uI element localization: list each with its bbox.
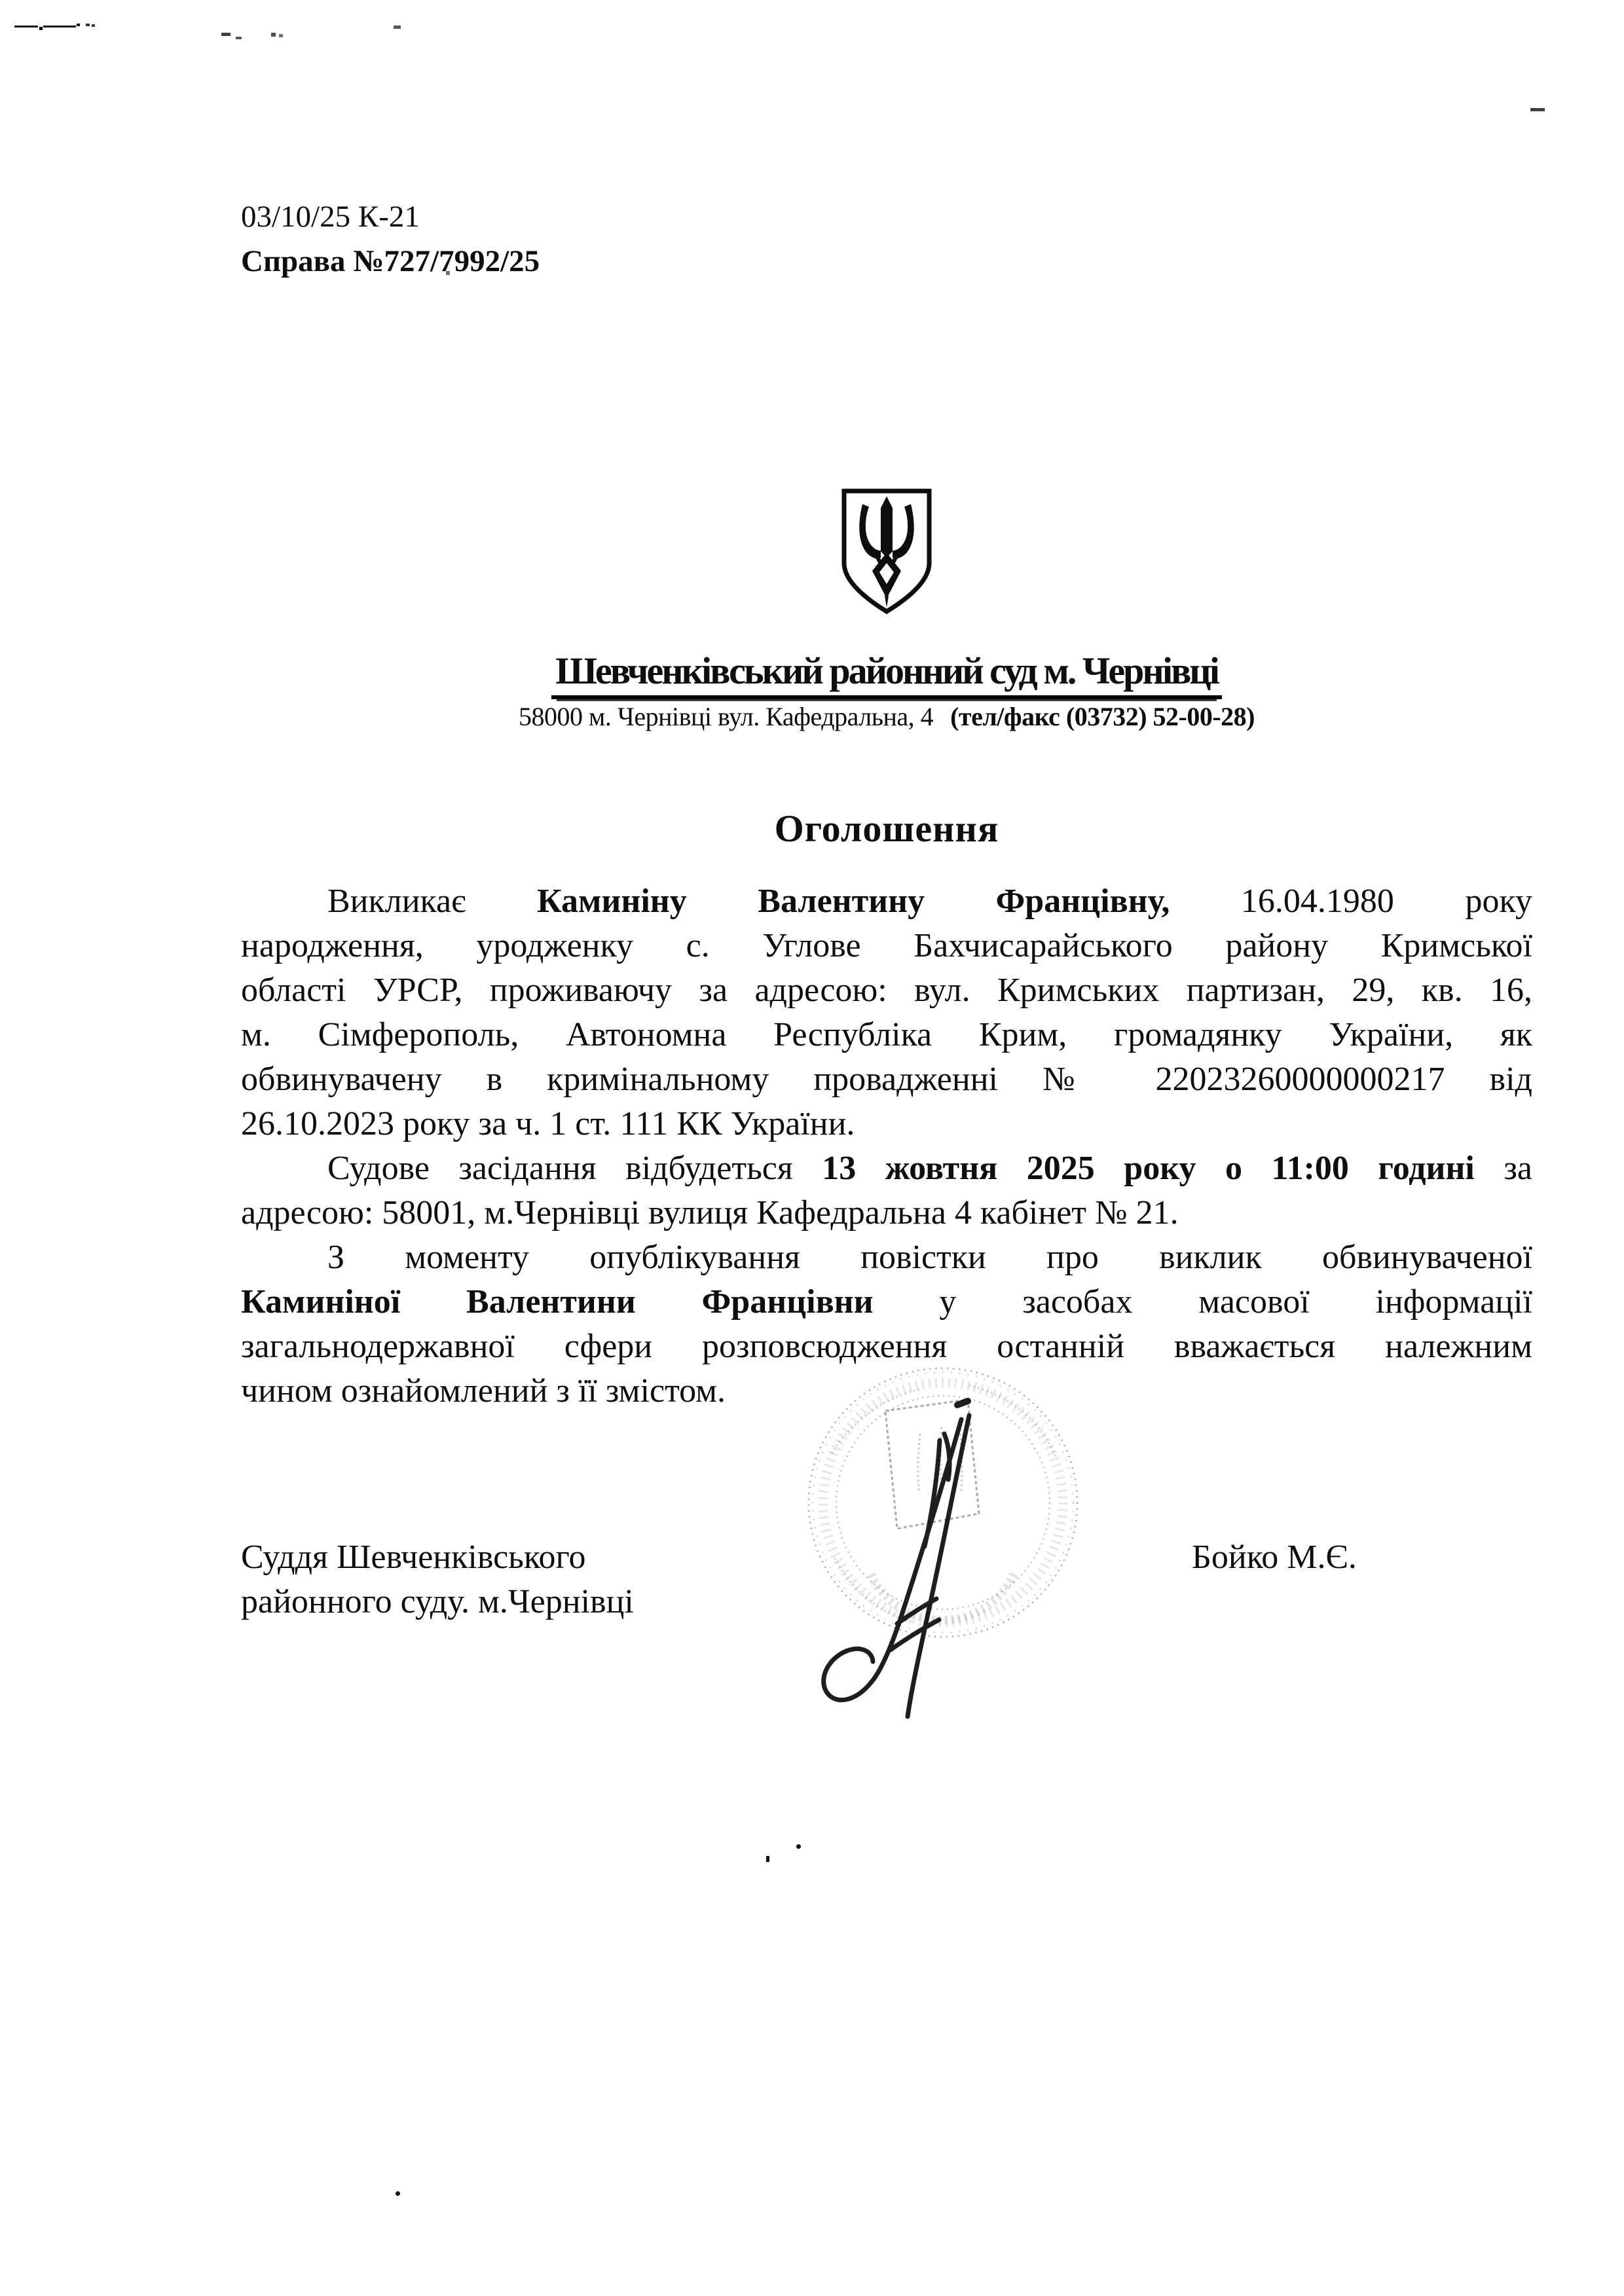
court-address: 58000 м. Чернівці вул. Кафедральна, 4 [519,702,934,731]
reference-mark: 03/10/25 К-21 [241,200,420,234]
paragraph1-line3: області УРСР, проживаючу за адресою: вул. Кримських партизан, 29, кв. 16, [241,972,1532,1009]
judge-position-line1: Суддя Шевченківського [241,1539,586,1576]
scan-artifact [14,26,38,27]
judge-position-block [241,1535,634,1624]
announcement-body [241,879,1532,1413]
case-reference-block [241,194,540,283]
court-phone: (тел/факс (03732) 52-00-28) [950,702,1255,731]
paragraph1-line5: обвинувачену в кримінальному провадженні № 22023260000000217 від [241,1061,1532,1098]
p3-l2-defendant-name: Каминіної Валентини Францівни [241,1283,874,1321]
scan-artifact [796,1844,801,1849]
court-seal-stamp [773,1342,1126,1735]
judge-position-line2: районного суду. м.Чернівці [241,1583,634,1620]
p2-l1-pre: Судове засідання відбудеться [327,1150,822,1187]
p3-l2-post: у засобах масової інформації [873,1283,1532,1321]
p1-l1-post: 16.04.1980 року [1170,883,1532,920]
paragraph1-line4: м. Сімферополь, Автономна Республіка Крим, громадянку України, як [241,1016,1532,1053]
judge-name: Бойко М.Є. [1192,1539,1357,1576]
scan-artifact [271,33,276,37]
scan-artifact [236,37,242,39]
scan-artifact [92,24,95,27]
paragraph1-line2: народження, уродженку с. Углове Бахчисарайського району Кримської [241,927,1532,964]
court-name-row [241,650,1532,699]
scan-artifact [221,33,231,36]
paragraph3-line1: З моменту опублікування повістки про виклик обвинуваченої [327,1239,1532,1276]
scan-artifact [43,26,76,27]
scan-artifact [77,24,80,26]
paragraph3-line3: загальнодержавної сфери розповсюдження останній вважається належним [241,1328,1532,1365]
round-seal-icon [809,1368,1077,1637]
scan-artifact [766,1856,769,1862]
p2-l1-hearing-datetime: 13 жовтня 2025 року о 11:00 годині [822,1150,1475,1187]
scan-artifact [1530,108,1545,111]
paragraph2-line2: адресою: 58001, м.Чернівці вулиця Кафедральна 4 кабінет № 21. [241,1194,1179,1231]
court-header [241,650,1532,733]
scan-artifact [394,26,401,29]
case-number: Справа №727/7992/25 [241,244,540,278]
paragraph1-line1 [241,879,1532,924]
judge-signature [824,1401,969,1717]
scan-artifact [86,24,90,26]
scan-artifact [39,27,43,30]
paragraph3-line2 [241,1280,1532,1324]
paragraph3-line4: чином ознайомлений з її змістом. [241,1372,726,1410]
scan-artifact [279,34,283,37]
document-title: Оголошення [774,807,999,850]
court-name: Шевченківський районний суд м. Чернівці [551,650,1222,699]
court-address-row [241,701,1532,733]
p2-l1-post: за [1474,1150,1533,1187]
p1-l1-defendant-name: Каминіну Валентину Францівну, [536,883,1170,920]
ukraine-coat-of-arms-icon [838,486,936,617]
scan-artifact [396,2191,400,2196]
paragraph2-line1 [241,1146,1532,1191]
p1-l1-pre: Викликає [327,883,537,920]
paragraph1-line6: 26.10.2023 року за ч. 1 ст. 111 КК України. [241,1105,855,1142]
